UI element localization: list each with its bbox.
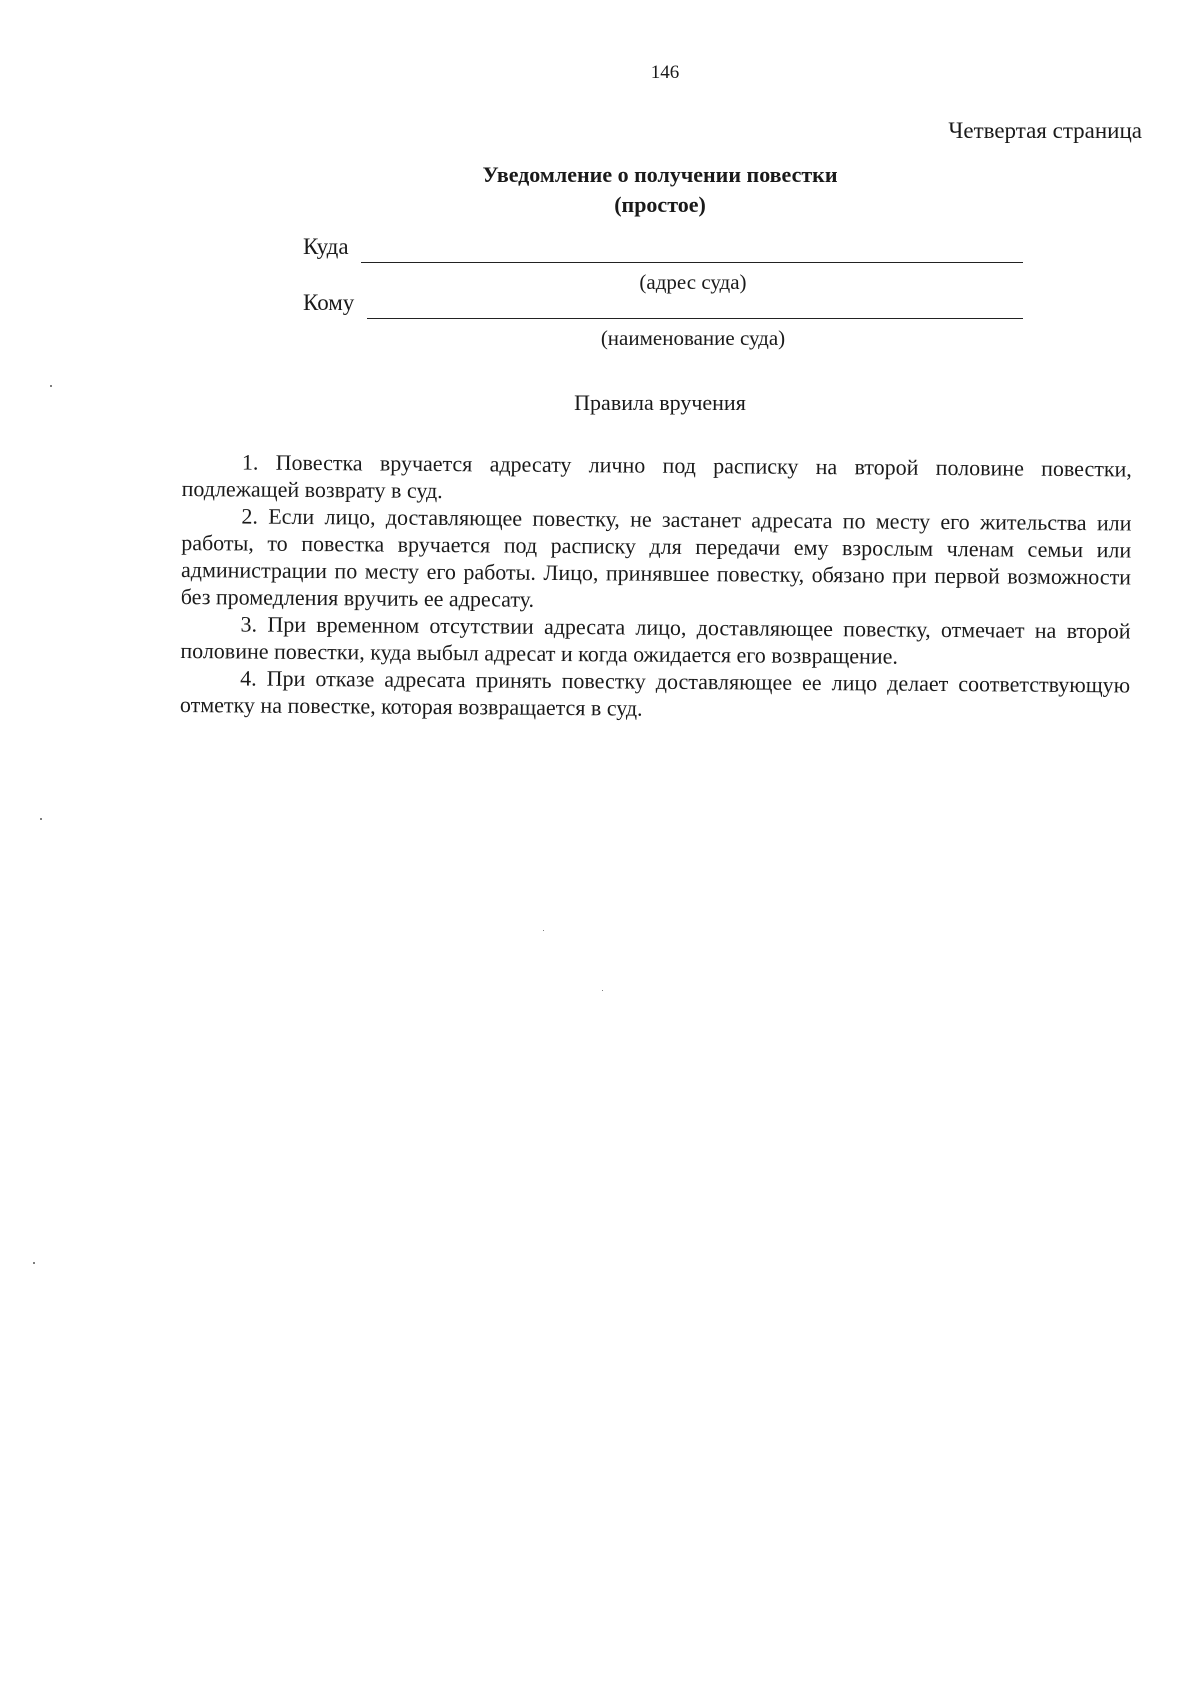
rule-item-4: 4. При отказе адресата принять повестку доставляющее ее лицо делает соответствующую отметку на повестке, которая возвращается в суд. <box>179 665 1131 721</box>
field-kuda-line <box>361 262 1023 263</box>
title-line-1: Уведомление о получении повестки <box>482 162 838 187</box>
field-kuda-label: Куда <box>303 234 349 259</box>
field-komu-hint: (наименование суда) <box>600 326 786 350</box>
title-line-2: (простое) <box>614 192 706 217</box>
scan-speck <box>33 1262 35 1264</box>
page-label: Четвертая страница <box>948 118 1142 143</box>
rule-item-2: 2. Если лицо, доставляющее повестку, не застанет адресата по месту его жительства или работы, то повестка вручается под расписку для передачи ему взрослым членам семьи или администрации по месту его работы. Лицо, принявшее повестку, обязано при первой возможности без промедления вручить ее адресату. <box>180 503 1132 612</box>
field-komu-line <box>367 318 1023 319</box>
field-kuda-hint: (адрес суда) <box>639 270 747 294</box>
field-komu-label: Кому <box>303 290 355 315</box>
rules-heading: Правила вручения <box>574 390 746 415</box>
rule-item-1: 1. Повестка вручается адресату лично под расписку на второй половине повестки, подлежащей возврату в суд. <box>181 449 1132 504</box>
rules-list <box>180 448 1132 725</box>
document-title <box>360 160 960 220</box>
page-number: 146 <box>650 62 680 83</box>
scan-speck <box>543 930 544 931</box>
scan-speck <box>602 990 603 991</box>
rule-item-3: 3. При временном отсутствии адресата лицо, доставляющее повестку, отмечает на второй половине повестки, куда выбыл адресат и когда ожидается его возвращение. <box>180 611 1131 669</box>
scan-speck <box>50 385 52 387</box>
scan-speck <box>40 818 42 820</box>
